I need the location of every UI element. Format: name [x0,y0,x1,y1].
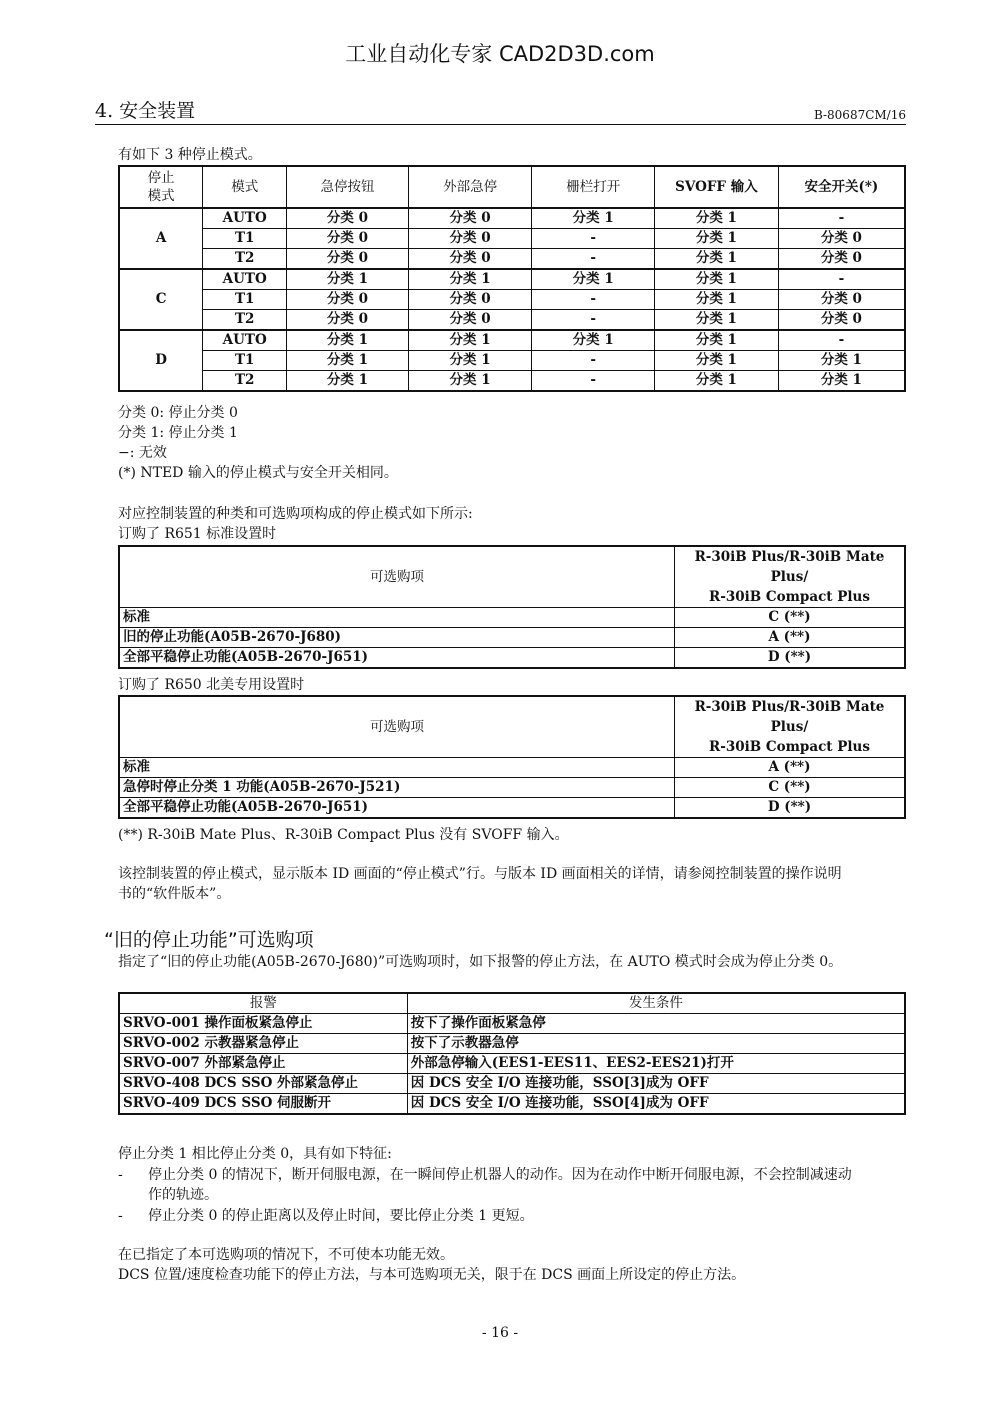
table-cell: D (**) [674,798,905,819]
table-cell: 全部平稳停止功能(A05B-2670-J651) [119,798,674,819]
table-cell: D (**) [674,648,905,669]
legend-line: −: 无效 [118,445,167,461]
table-row [119,1014,905,1034]
table-row [119,758,905,778]
legend-line: 分类 1: 停止分类 1 [118,425,238,441]
col-header: 可选购项 [119,546,674,608]
table-cell: T2 [203,249,287,270]
table-cell: SRVO-002 示教器紧急停止 [119,1034,407,1054]
option-intro: 对应控制装置的种类和可选购项构成的停止模式如下所示: [118,506,473,522]
table-cell: 分类 1 [655,290,779,310]
table-cell: - [778,330,905,351]
table-cell: C (**) [674,608,905,628]
table-cell: A (**) [674,758,905,778]
table-cell: - [532,249,655,270]
table-cell: T1 [203,351,287,371]
bullet-dash: - [118,1208,123,1224]
table-cell: 分类 0 [408,249,532,270]
legend-line: (*) NTED 输入的停止模式与安全开关相同。 [118,465,398,481]
table-row [119,608,905,628]
table-cell: C (**) [674,778,905,798]
stop-mode-table [118,165,906,392]
table-cell: SRVO-001 操作面板紧急停止 [119,1014,407,1034]
table-cell: T1 [203,290,287,310]
col-header: 发生条件 [407,993,905,1014]
table-cell: - [532,351,655,371]
r651-table [118,545,906,669]
table-cell: 分类 1 [532,208,655,229]
table-row [119,249,905,270]
table-cell: 分类 1 [408,371,532,392]
bullet-text: 停止分类 0 的停止距离以及停止时间，要比停止分类 1 更短。 [148,1208,534,1224]
closing-text: DCS 位置/速度检查功能下的停止方法，与本可选购项无关，限于在 DCS 画面上所设定的停止方法。 [118,1267,746,1283]
subsection-title: “旧的停止功能”可选购项 [104,929,314,951]
r651-caption: 订购了 R651 标准设置时 [118,526,277,542]
table-cell: - [532,290,655,310]
table-cell: 分类 0 [287,290,409,310]
table-cell: T1 [203,229,287,249]
subsection-intro: 指定了“旧的停止功能(A05B-2670-J680)”可选购项时，如下报警的停止方法，在 AUTO 模式时会成为停止分类 0。 [118,954,843,970]
table-row [119,330,905,351]
table-cell: - [532,371,655,392]
table-cell: 分类 0 [408,290,532,310]
table-cell: 分类 1 [287,351,409,371]
table-row [119,778,905,798]
table-cell: 标准 [119,608,674,628]
alarm-table [118,992,906,1115]
col-header: R-30iB Plus/R-30iB Mate Plus/ R-30iB Compact Plus [674,546,905,608]
table-cell: 分类 1 [655,351,779,371]
col-header: SVOFF 输入 [655,166,779,208]
table-cell: - [778,269,905,290]
table-row [119,208,905,229]
paragraph: 书的“软件版本”。 [118,886,231,902]
table-cell: 按下了示教器急停 [407,1034,905,1054]
table-cell: 分类 1 [655,371,779,392]
r650-table [118,695,906,819]
table-cell: SRVO-408 DCS SSO 外部紧急停止 [119,1074,407,1094]
table-cell: 旧的停止功能(A05B-2670-J680) [119,628,674,648]
table-row [119,290,905,310]
table-cell: - [532,229,655,249]
mode-group-cell: D [119,330,203,391]
compare-intro: 停止分类 1 相比停止分类 0，具有如下特征: [118,1146,392,1162]
table-cell: - [778,208,905,229]
table-cell: 分类 1 [408,269,532,290]
col-header: 外部急停 [408,166,532,208]
table-cell: 因 DCS 安全 I/O 连接功能，SSO[3]成为 OFF [407,1074,905,1094]
table-cell: 分类 1 [287,269,409,290]
table-row [119,1054,905,1074]
table-cell: 分类 1 [408,330,532,351]
table-cell: T2 [203,310,287,331]
table-row [119,229,905,249]
table-cell: - [532,310,655,331]
table-cell: 分类 0 [287,249,409,270]
table-cell: T2 [203,371,287,392]
table-row [119,1094,905,1115]
table-cell: 分类 0 [408,229,532,249]
table-cell: 标准 [119,758,674,778]
col-header: 栅栏打开 [532,166,655,208]
col-header: 模式 [203,166,287,208]
col-header: 停止 模式 [119,166,203,208]
table-cell: 因 DCS 安全 I/O 连接功能，SSO[4]成为 OFF [407,1094,905,1115]
col-header: 可选购项 [119,696,674,758]
table-cell: AUTO [203,208,287,229]
table-cell: 分类 0 [778,229,905,249]
watermark: 工业自动化专家 CAD2D3D.com [345,42,655,66]
r650-caption: 订购了 R650 北美专用设置时 [118,677,305,693]
table-cell: 分类 0 [287,310,409,331]
table-cell: 分类 1 [655,249,779,270]
table-row [119,798,905,819]
col-header: 急停按钮 [287,166,409,208]
table-cell: 分类 1 [655,269,779,290]
table-cell: 分类 1 [655,310,779,331]
paragraph: 该控制装置的停止模式，显示版本 ID 画面的“停止模式”行。与版本 ID 画面相关的详情，请参阅控制装置的操作说明 [118,866,842,882]
table-cell: 分类 1 [655,229,779,249]
bullet-dash: - [118,1167,123,1183]
table-cell: 分类 1 [532,330,655,351]
table-cell: 分类 0 [408,208,532,229]
table-cell: 分类 0 [408,310,532,331]
table-cell: 按下了操作面板紧急停 [407,1014,905,1034]
col-header: R-30iB Plus/R-30iB Mate Plus/ R-30iB Compact Plus [674,696,905,758]
table-cell: 分类 1 [655,330,779,351]
table-cell: SRVO-409 DCS SSO 伺服断开 [119,1094,407,1115]
col-header: 报警 [119,993,407,1014]
table-cell: 分类 0 [287,208,409,229]
table-cell: AUTO [203,330,287,351]
svoff-note: (**) R-30iB Mate Plus、R-30iB Compact Plus 没有 SVOFF 输入。 [118,827,569,843]
table-cell: 分类 1 [408,351,532,371]
section-title: 4. 安全装置 [95,100,196,122]
table-cell: 分类 0 [778,290,905,310]
table-row [119,371,905,392]
table-cell: 分类 1 [532,269,655,290]
table-cell: 分类 1 [778,371,905,392]
table-cell: 分类 1 [778,351,905,371]
table-row [119,351,905,371]
table-cell: 急停时停止分类 1 功能(A05B-2670-J521) [119,778,674,798]
table-row [119,310,905,331]
table-row [119,269,905,290]
table-cell: SRVO-007 外部紧急停止 [119,1054,407,1074]
table-row [119,1034,905,1054]
bullet-text: 停止分类 0 的情况下，断开伺服电源，在一瞬间停止机器人的动作。因为在动作中断开伺服电源，不会控制减速动 [148,1167,852,1183]
table-cell: 分类 0 [287,229,409,249]
table-cell: 全部平稳停止功能(A05B-2670-J651) [119,648,674,669]
mode-group-cell: C [119,269,203,330]
col-header: 安全开关(*) [778,166,905,208]
table-cell: 分类 1 [287,330,409,351]
table-cell: 分类 1 [287,371,409,392]
bullet-text: 作的轨迹。 [148,1187,218,1203]
table-row [119,628,905,648]
table-cell: 分类 1 [655,208,779,229]
intro-text: 有如下 3 种停止模式。 [118,147,262,163]
legend-line: 分类 0: 停止分类 0 [118,405,238,421]
table-cell: 分类 0 [778,249,905,270]
table-cell: 外部急停输入(EES1-EES11、EES2-EES21)打开 [407,1054,905,1074]
table-row [119,648,905,669]
document-code: B-80687CM/16 [813,108,906,122]
table-row [119,1074,905,1094]
table-cell: A (**) [674,628,905,648]
page-number: - 16 - [481,1325,519,1341]
table-cell: 分类 0 [778,310,905,331]
closing-text: 在已指定了本可选购项的情况下，不可使本功能无效。 [118,1247,454,1263]
page-header [95,102,906,125]
table-cell: AUTO [203,269,287,290]
mode-group-cell: A [119,208,203,269]
